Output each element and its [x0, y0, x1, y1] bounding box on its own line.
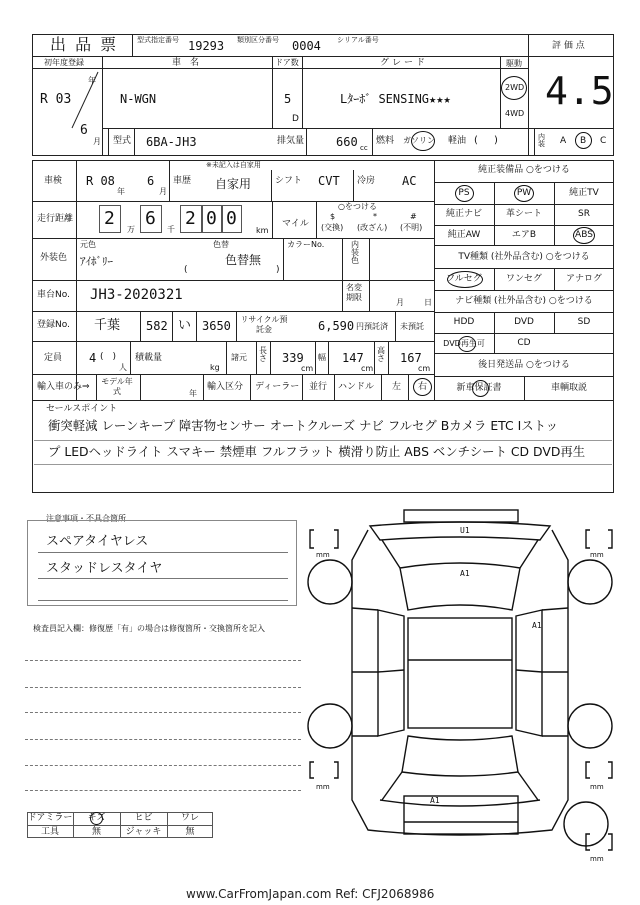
recycle-amount: 6,590 — [318, 319, 355, 333]
sales-line-1: 衝突軽減 レーンキープ 障害物センサー オートクルーズ ナビ フルセグ Bカメラ ETC Iストッ — [48, 418, 559, 433]
delivery-manual: 車輌取説 — [550, 383, 587, 393]
navi-hdd: HDD — [453, 317, 475, 327]
inspection-month: 6 — [147, 174, 155, 188]
car-diagram — [300, 500, 640, 880]
chassis-number: JH3-2020321 — [90, 287, 183, 303]
shift-value: CVT — [318, 174, 340, 188]
tv-oneseg: ワンセグ — [505, 274, 542, 284]
mileage-digit-1: 2 — [104, 208, 115, 229]
changed-color: 色替無 — [225, 253, 262, 267]
displacement-label: 排気量 — [277, 136, 305, 146]
oem-aw: 純正AW — [447, 230, 481, 240]
mileage-digit-2: 6 — [145, 208, 156, 229]
shift-label: シフト — [275, 176, 303, 186]
oem-sr: SR — [578, 209, 590, 219]
height-value: 167 — [400, 351, 422, 365]
first-reg-year: R 03 — [40, 92, 72, 107]
color-label: 外装色 — [40, 253, 68, 263]
model-no: 19293 — [188, 39, 225, 53]
registration-label: 登録No. — [37, 320, 70, 330]
navi-cd: CD — [517, 338, 531, 348]
inspection-year: R 08 — [86, 174, 115, 188]
drive-2wd-circle — [501, 76, 527, 100]
reg-kana: い — [178, 318, 192, 333]
navi-sd: SD — [577, 317, 591, 327]
capacity-persons: 4 — [89, 351, 97, 365]
reg-number: 3650 — [202, 319, 231, 333]
fuel-gasoline: ガソリン — [403, 136, 435, 145]
class-no: 0004 — [292, 39, 321, 53]
inspection-label: 車検 — [44, 176, 63, 186]
ac-label: 冷房 — [357, 176, 376, 186]
oem-tv: 純正TV — [569, 188, 599, 198]
mileage-digit-3: 2 — [185, 208, 196, 229]
recycle-label: リサイクル預託金 — [240, 315, 288, 334]
oem-title: 純正装備品 ○をつける — [478, 165, 570, 175]
mileage-mile: マイル — [282, 219, 309, 229]
interior-grade-b: B — [580, 136, 587, 146]
drive-2wd: 2WD — [505, 83, 525, 92]
mileage-digit-4: 0 — [206, 208, 217, 229]
damage-mark-a1-rear: A1 — [430, 796, 440, 805]
navi-dvd-play: DVD再生可 — [443, 339, 485, 348]
doors-value: 5 — [284, 92, 292, 106]
model-type: 6BA-JH3 — [146, 135, 197, 149]
rating-value: 4.5 — [545, 69, 614, 113]
navi-title: ナビ種類 (社外品含む) ○をつける — [455, 296, 593, 306]
history-note: ※未記入は自家用 — [206, 161, 261, 169]
reg-region: 千葉 — [94, 318, 121, 333]
capacity-label: 定員 — [44, 353, 63, 363]
serial-label: シリアル番号 — [337, 36, 379, 44]
fuel-label: 燃料 — [376, 136, 395, 146]
damage-mark-u1: U1 — [460, 526, 470, 535]
name-label: 車 名 — [172, 58, 200, 68]
handle-right: 右 — [418, 382, 428, 392]
car-name: N-WGN — [120, 92, 157, 106]
delivery-warranty: 新車保証書 — [456, 383, 502, 393]
oem-airbag: エアB — [511, 230, 537, 240]
notes-label: 注意事項・不具合箇所 — [46, 514, 126, 523]
interior-grade-a: A — [560, 136, 567, 146]
grade-label: グレード — [380, 58, 429, 68]
oem-leather: 革シート — [505, 209, 542, 219]
inspector-label: 検査員記入欄：修復歴「有」の場合は修復箇所・交換箇所を記入 — [33, 624, 265, 633]
notes-line-1: スペアタイヤレス — [46, 534, 149, 549]
sales-label: セールスポイント — [46, 404, 118, 414]
date-slash — [70, 70, 100, 130]
doors-label: ドア数 — [275, 58, 299, 67]
tv-fullseg: フルセグ — [446, 274, 482, 284]
rating-label: 評 価 点 — [552, 41, 585, 51]
oem-ps: PS — [458, 188, 470, 198]
orig-color: ｱｲﾎﾞﾘｰ — [80, 255, 113, 268]
mileage-label: 走行距離 — [37, 214, 74, 224]
oem-abs: ABS — [575, 230, 593, 240]
model-type-label: 型式 — [113, 136, 132, 146]
interior-label: 内装 — [538, 133, 545, 148]
chassis-label: 車台No. — [37, 290, 70, 300]
mileage-digit-5: 0 — [226, 208, 237, 229]
grade-value: Lﾀｰﾎﾞ SENSING★★★ — [340, 92, 451, 106]
first-reg-month: 6 — [80, 123, 88, 138]
fuel-gasoline-circle — [411, 131, 435, 151]
page-title: 出 品 票 — [50, 35, 119, 54]
import-label: 輸入車のみ⇒ — [37, 382, 90, 392]
model-no-label: 型式指定番号 — [137, 36, 179, 44]
drive-label: 駆動 — [506, 59, 522, 68]
width-value: 147 — [342, 351, 364, 365]
length-value: 339 — [282, 351, 304, 365]
ac-value: AC — [402, 174, 417, 188]
interior-grade-c: C — [600, 136, 607, 146]
oem-pw: PW — [516, 188, 532, 198]
class-no-label: 類別区分番号 — [237, 36, 279, 44]
reg-class: 582 — [146, 319, 168, 333]
damage-mark-a1-side: A1 — [532, 621, 542, 630]
notes-line-2: スタッドレスタイヤ — [46, 561, 163, 576]
navi-dvd: DVD — [514, 317, 534, 327]
interior-grade-b-circle — [575, 132, 592, 149]
delivery-title: 後日発送品 ○をつける — [478, 360, 570, 370]
tv-analog: アナログ — [565, 274, 602, 284]
history-value: 自家用 — [215, 177, 252, 191]
oem-navi: 純正ナビ — [445, 209, 482, 219]
displacement-value: 660 — [336, 135, 358, 149]
footer-watermark: www.CarFromJapan.com Ref: CFJ2068986 — [186, 887, 435, 901]
handle-right-circle — [413, 378, 432, 396]
damage-mark-a1-front: A1 — [460, 569, 470, 578]
drive-4wd: 4WD — [505, 109, 525, 118]
history-label: 車歴 — [173, 176, 192, 186]
sales-line-2: プ LEDヘッドライト スマキー 禁煙車 フルフラット 横滑り防止 ABS ベンチシート CD DVD再生 — [48, 444, 586, 459]
tv-title: TV種類 (社外品含む) ○をつける — [458, 252, 590, 262]
first-reg-label: 初年度登録 — [44, 58, 84, 67]
fuel-diesel: 軽油 — [448, 136, 467, 146]
